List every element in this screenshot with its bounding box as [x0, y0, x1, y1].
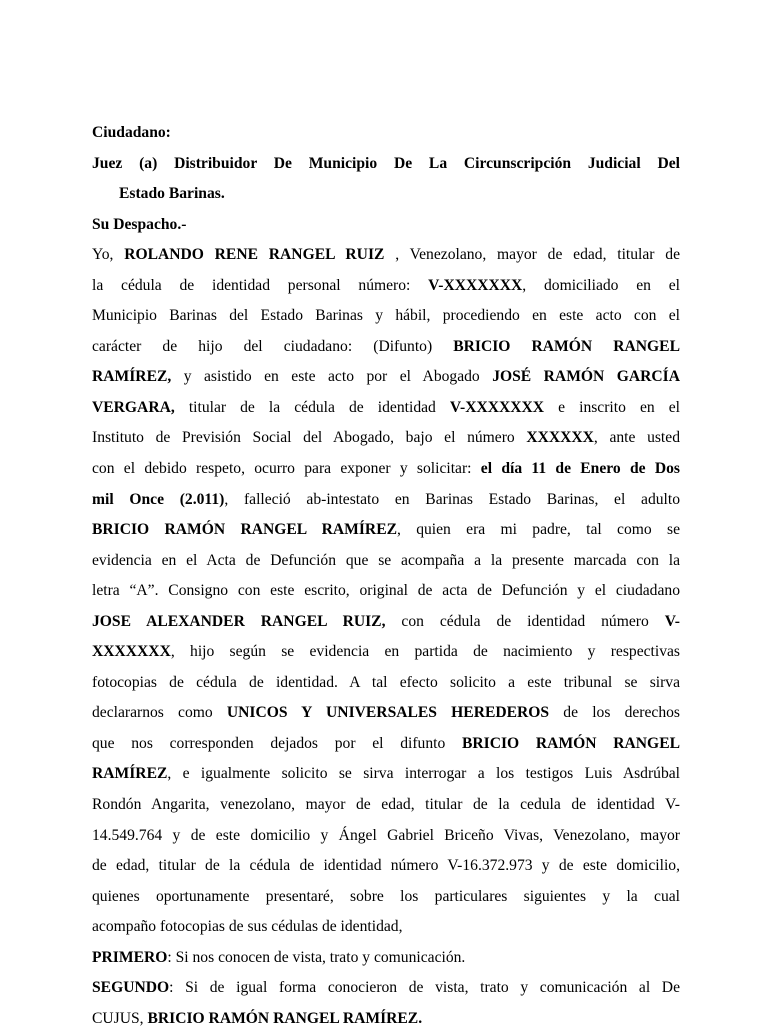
body-line: Rondón Angarita, venezolano, mayor de edad, titular de la cedula de identidad V- — [92, 796, 680, 814]
body-line: BRICIO RAMÓN RANGEL RAMÍREZ, quien era mi padre, tal como se — [92, 521, 680, 539]
question-segundo-cont: CUJUS, BRICIO RAMÓN RANGEL RAMÍREZ. — [92, 1009, 423, 1027]
deceased-name: BRICIO RAMÓN RANGEL — [453, 337, 680, 355]
body-line: la cédula de identidad personal número: V-XXXXXXX, domiciliado en el — [92, 276, 680, 294]
addressee-line-2: Estado Barinas. — [119, 185, 225, 203]
body-line: 14.549.764 y de este domicilio y Ángel Gabriel Briceño Vivas, Venezolano, mayor — [92, 826, 680, 844]
body-line: evidencia en el Acta de Defunción que se acompaña a la presente marcada con la — [92, 551, 680, 569]
body-line: RAMÍREZ, e igualmente solicito se sirva interrogar a los testigos Luis Asdrúbal — [92, 765, 680, 783]
body-line: mil Once (2.011), falleció ab-intestato en Barinas Estado Barinas, el adulto — [92, 490, 680, 508]
body-line: letra “A”. Consigno con este escrito, original de acta de Defunción y el ciudadano — [92, 582, 680, 600]
body-line: de edad, titular de la cédula de identidad número V-16.372.973 y de este domicilio, — [92, 857, 680, 875]
sibling-id: XXXXXXX — [92, 643, 171, 661]
salutation: Ciudadano: — [92, 124, 171, 141]
petitioner-id: V-XXXXXXX — [428, 276, 523, 294]
addressee-line-1: Juez (a) Distribuidor De Municipio De La Circunscripción Judicial Del — [92, 154, 680, 172]
body-line: fotocopias de cédula de identidad. A tal efecto solicito a este tribunal se sirva — [92, 673, 680, 691]
body-line: XXXXXXX, hijo según se evidencia en partida de nacimiento y respectivas — [92, 643, 680, 661]
body-line: Yo, ROLANDO RENE RANGEL RUIZ , Venezolano, mayor de edad, titular de — [92, 246, 681, 264]
body-line: Municipio Barinas del Estado Barinas y hábil, procediendo en este acto con el — [92, 307, 680, 325]
sibling-name: JOSE ALEXANDER RANGEL RUIZ, — [92, 612, 386, 630]
lawyer-registration: XXXXXX — [526, 429, 594, 447]
lawyer-id: V-XXXXXXX — [449, 398, 545, 416]
heirs-declaration: UNICOS Y UNIVERSALES HEREDEROS — [226, 704, 550, 722]
death-date: el día 11 de Enero de Dos — [480, 460, 680, 478]
question-segundo: SEGUNDO: Si de igual forma conocieron de vista, trato y comunicación al De — [92, 979, 680, 997]
body-line: JOSE ALEXANDER RANGEL RUIZ, con cédula de identidad número V- — [92, 612, 680, 630]
body-line: RAMÍREZ, y asistido en este acto por el Abogado JOSÉ RAMÓN GARCÍA — [92, 368, 681, 386]
body-line: que nos corresponden dejados por el difunto BRICIO RAMÓN RANGEL — [92, 734, 680, 752]
body-line: Instituto de Previsión Social del Abogado, bajo el número XXXXXX, ante usted — [92, 429, 680, 447]
office-line: Su Despacho.- — [92, 215, 187, 233]
petitioner-name: ROLANDO RENE RANGEL RUIZ — [124, 246, 385, 264]
lawyer-name: JOSÉ RAMÓN GARCÍA — [492, 368, 681, 386]
body-line: carácter de hijo del ciudadano: (Difunto) BRICIO RAMÓN RANGEL — [92, 337, 680, 355]
body-line: declararnos como UNICOS Y UNIVERSALES HEREDEROS de los derechos — [92, 704, 681, 722]
body-line: con el debido respeto, ocurro para exponer y solicitar: el día 11 de Enero de Dos — [92, 460, 680, 478]
body-line: VERGARA, titular de la cédula de identidad V-XXXXXXX e inscrito en el — [92, 398, 681, 416]
body-line: quienes oportunamente presentaré, sobre los particulares siguientes y la cual — [92, 887, 680, 905]
question-primero: PRIMERO: Si nos conocen de vista, trato y comunicación. — [92, 948, 466, 966]
body-line: acompaño fotocopias de sus cédulas de identidad, — [92, 918, 403, 936]
letter-body — [92, 118, 680, 1034]
